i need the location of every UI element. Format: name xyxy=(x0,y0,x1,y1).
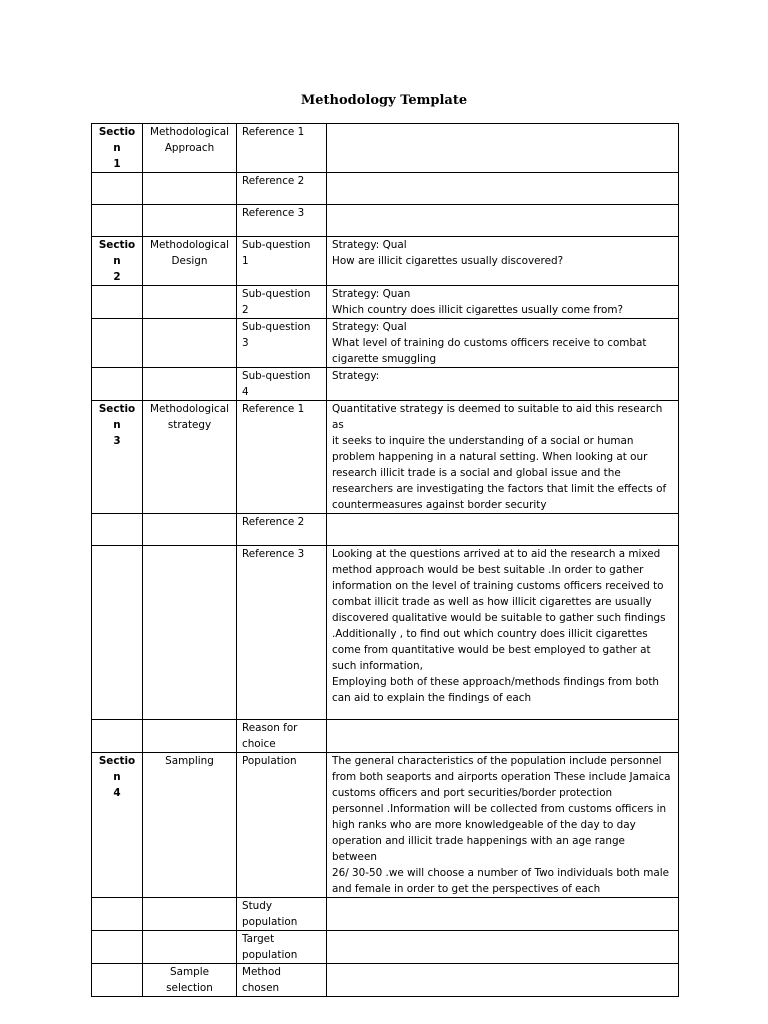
type-cell xyxy=(143,319,237,368)
content-cell xyxy=(327,514,679,546)
table-row xyxy=(92,368,679,401)
label-cell: Study population xyxy=(237,898,327,931)
label-cell: Target population xyxy=(237,931,327,964)
label-cell: Reason for choice xyxy=(237,720,327,753)
table-row xyxy=(92,514,679,546)
type-cell: Sampling xyxy=(143,753,237,898)
content-cell: Strategy: Quan Which country does illicit cigarettes usually come from? xyxy=(327,286,679,319)
label-cell: Population xyxy=(237,753,327,898)
type-cell: Methodological Design xyxy=(143,237,237,286)
table-row xyxy=(92,546,679,720)
section-cell xyxy=(92,173,143,205)
section-cell xyxy=(92,931,143,964)
type-cell xyxy=(143,546,237,720)
content-cell xyxy=(327,720,679,753)
table-row xyxy=(92,753,679,898)
content-cell: The general characteristics of the population include personnel from both seaports and airports operation These include Jamaica customs officers and port securities/border protection personnel .Information will be collected from customs officers in high ranks who are more knowledgeable of the day to day operation and illicit trade happenings with an age range between 26/ 30-50 .we will choose a number of Two individuals both male and female in order to get the perspectives of each xyxy=(327,753,679,898)
section-cell: Section 2 xyxy=(92,237,143,286)
label-cell: Sub-question 3 xyxy=(237,319,327,368)
table-row xyxy=(92,286,679,319)
label-cell: Sub-question 4 xyxy=(237,368,327,401)
methodology-table-body xyxy=(92,124,679,997)
type-cell xyxy=(143,205,237,237)
content-cell xyxy=(327,124,679,173)
section-cell: Section 4 xyxy=(92,753,143,898)
type-cell xyxy=(143,173,237,205)
section-cell xyxy=(92,368,143,401)
label-cell: Sub-question 1 xyxy=(237,237,327,286)
table-row xyxy=(92,898,679,931)
content-cell xyxy=(327,931,679,964)
table-row xyxy=(92,401,679,514)
label-cell: Reference 3 xyxy=(237,546,327,720)
table-row xyxy=(92,124,679,173)
section-cell xyxy=(92,286,143,319)
section-cell xyxy=(92,964,143,997)
label-cell: Method chosen xyxy=(237,964,327,997)
type-cell xyxy=(143,368,237,401)
methodology-table xyxy=(91,123,679,997)
table-row xyxy=(92,319,679,368)
section-cell xyxy=(92,546,143,720)
section-cell: Section 3 xyxy=(92,401,143,514)
content-cell xyxy=(327,964,679,997)
content-cell xyxy=(327,173,679,205)
type-cell xyxy=(143,286,237,319)
type-cell xyxy=(143,514,237,546)
section-cell xyxy=(92,720,143,753)
page-title: Methodology Template xyxy=(300,93,468,108)
table-row xyxy=(92,173,679,205)
content-cell: Strategy: Qual What level of training do customs officers receive to combat cigarette smuggling xyxy=(327,319,679,368)
content-cell: Quantitative strategy is deemed to suitable to aid this research as it seeks to inquire the understanding of a social or human problem happening in a natural setting. When looking at our research illicit trade is a social and global issue and the researchers are investigating the factors that limit the effects of countermeasures against border security xyxy=(327,401,679,514)
section-cell xyxy=(92,205,143,237)
section-cell xyxy=(92,898,143,931)
table-row xyxy=(92,964,679,997)
table-row xyxy=(92,931,679,964)
content-cell: Looking at the questions arrived at to aid the research a mixed method approach would be best suitable .In order to gather information on the level of training customs officers received to combat illicit trade as well as how illicit cigarettes are usually discovered qualitative would be suitable to gather such findings .Additionally , to find out which country does illicit cigarettes come from quantitative would be best employed to gather at such information, Employing both of these approach/methods findings from both can aid to explain the findings of each xyxy=(327,546,679,720)
type-cell: Sample selection xyxy=(143,964,237,997)
label-cell: Reference 2 xyxy=(237,173,327,205)
type-cell: Methodological Approach xyxy=(143,124,237,173)
content-cell: Strategy: Qual How are illicit cigarettes usually discovered? xyxy=(327,237,679,286)
label-cell: Reference 1 xyxy=(237,124,327,173)
type-cell: Methodological strategy xyxy=(143,401,237,514)
content-cell: Strategy: xyxy=(327,368,679,401)
type-cell xyxy=(143,720,237,753)
content-cell xyxy=(327,205,679,237)
label-cell: Reference 1 xyxy=(237,401,327,514)
label-cell: Reference 2 xyxy=(237,514,327,546)
table-row xyxy=(92,205,679,237)
table-row xyxy=(92,720,679,753)
section-cell: Section 1 xyxy=(92,124,143,173)
content-cell xyxy=(327,898,679,931)
section-cell xyxy=(92,319,143,368)
label-cell: Reference 3 xyxy=(237,205,327,237)
type-cell xyxy=(143,931,237,964)
label-cell: Sub-question 2 xyxy=(237,286,327,319)
section-cell xyxy=(92,514,143,546)
type-cell xyxy=(143,898,237,931)
table-row xyxy=(92,237,679,286)
